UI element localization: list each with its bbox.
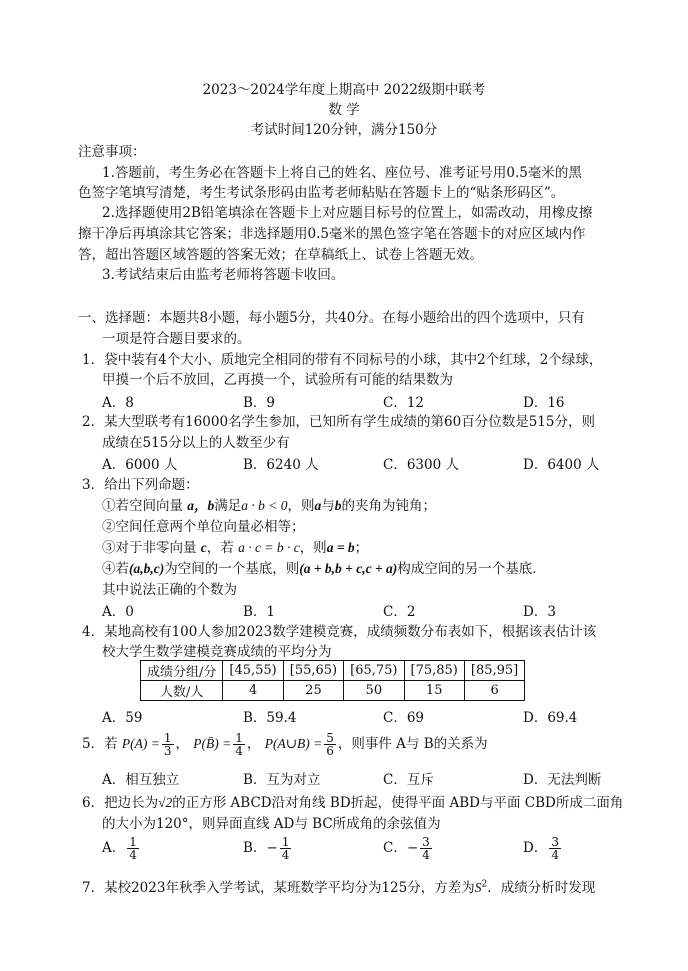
table-cell: 6 <box>464 681 524 701</box>
table-cell: 15 <box>404 681 464 701</box>
note-2b: 擦干净后再填涂其它答案；非选择题用0.5毫米的黑色签字笔在答题卡的对应区域内作 <box>78 226 586 242</box>
table-row <box>141 661 525 681</box>
fraction: $\frac{3}{4}$ <box>422 835 430 862</box>
fraction: $\frac{3}{4}$ <box>551 835 559 862</box>
fraction: $\frac{1}{4}$ <box>129 835 137 862</box>
table-row <box>141 681 525 701</box>
q4-option-c: C．69 <box>383 710 425 726</box>
q2-option-a: A．6000 人 <box>102 457 178 473</box>
q3-option-c: C．2 <box>383 604 416 620</box>
table-cell: [75,85) <box>404 661 464 681</box>
fraction: $\frac{5}{6}$ <box>326 731 334 758</box>
table-header-cell: 成绩分组/分 <box>141 661 223 681</box>
q6-option-c: C．− $\frac{3}{4}$ <box>383 835 430 862</box>
q1-option-d: D．16 <box>523 395 565 411</box>
fraction: $\frac{1}{4}$ <box>281 835 290 862</box>
q5-stem: 5．若 P(A) = $\frac{1}{3}$ ， P(B̄) = $\frac{1}{4}$ ， P(A∪B) = $\frac{5}{6}$ ，则事件 A与 B的关系为 <box>82 731 488 758</box>
notes-heading: 注意事项： <box>78 144 146 160</box>
table-cell: [85,95] <box>464 661 524 681</box>
q6-stem: 6．把边长为√2的正方形 ABCD沿对角线 BD折起，使得平面 ABD与平面 CBD所成二面角 <box>82 795 624 811</box>
q1-stem: 1．袋中装有4个大小、质地完全相同的带有不同标号的小球，其中2个红球，2个绿球， <box>82 352 603 368</box>
note-3: 3.考试结束后由监考老师将答题卡收回。 <box>102 267 345 283</box>
q6-option-d: D． $\frac{3}{4}$ <box>523 835 559 862</box>
q1-option-c: C．12 <box>383 395 425 411</box>
table-cell: 50 <box>344 681 404 701</box>
q3-stem: 3．给出下列命题： <box>82 477 199 493</box>
q5-option-c: C．互斥 <box>383 772 434 788</box>
q3-option-d: D．3 <box>523 604 556 620</box>
q1-stem-cont: 甲摸一个后不放回，乙再摸一个，试验所有可能的结果数为 <box>102 372 453 388</box>
note-2c: 答，超出答题区域答题的答案无效；在草稿纸上、试卷上答题无效。 <box>78 247 483 263</box>
exam-title: 2023～2024学年度上期高中 2022级期中联考 <box>202 82 486 98</box>
exam-info: 考试时间120分钟，满分150分 <box>250 122 438 138</box>
q6-option-b: B．− $\frac{1}{4}$ <box>243 835 290 862</box>
note-2a: 2.选择题使用2B铅笔填涂在答题卡上对应题目标号的位置上，如需改动，用橡皮擦 <box>102 205 593 221</box>
q3-proposition-2: ②空间任意两个单位向量必相等； <box>102 519 305 535</box>
exam-subject: 数 学 <box>328 102 360 118</box>
q1-option-b: B．9 <box>243 395 276 411</box>
q2-option-c: C．6300 人 <box>383 457 459 473</box>
q5-option-d: D．无法判断 <box>523 772 602 788</box>
q3-proposition-3: ③对于非零向量 c，若 a · c = b · c，则a = b； <box>102 540 369 556</box>
fraction: $\frac{1}{3}$ <box>163 731 172 758</box>
table-cell: [65,75) <box>344 661 404 681</box>
table-cell: 4 <box>223 681 283 701</box>
q4-stem-cont: 校大学生数学建模竞赛成绩的平均分为 <box>102 644 332 660</box>
note-1a: 1.答题前，考生务必在答题卡上将自己的姓名、座位号、准考证号用0.5毫米的黑 <box>102 165 582 181</box>
q3-ask: 其中说法正确的个数为 <box>102 582 237 598</box>
q5-option-a: A．相互独立 <box>102 772 180 788</box>
table-cell: [45,55) <box>223 661 283 681</box>
q6-option-a: A． $\frac{1}{4}$ <box>102 835 137 862</box>
q3-option-b: B．1 <box>243 604 276 620</box>
q3-option-a: A．0 <box>102 604 134 620</box>
note-1b: 色签字笔填写清楚，考生考试条形码由监考老师粘贴在答题卡上的“贴条形码区”。 <box>78 185 565 201</box>
fraction: $\frac{1}{4}$ <box>235 731 243 758</box>
q7-stem: 7．某校2023年秋季入学考试，某班数学平均分为125分，方差为$S^2$．成绩分析时发现 <box>82 879 596 896</box>
q2-option-b: B．6240 人 <box>243 457 319 473</box>
frequency-table <box>140 660 525 701</box>
q6-stem-cont: 的大小为120°，则异面直线 AD与 BC所成角的余弦值为 <box>102 816 441 832</box>
q4-option-b: B．59.4 <box>243 710 297 726</box>
q1-option-a: A．8 <box>102 395 134 411</box>
q4-option-d: D．69.4 <box>523 710 578 726</box>
q4-option-a: A．59 <box>102 710 143 726</box>
q2-option-d: D．6400 人 <box>523 457 600 473</box>
table-cell: [55,65) <box>283 661 343 681</box>
q3-proposition-1: ①若空间向量 a，b满足a · b < 0，则a与b的夹角为钝角； <box>102 498 437 514</box>
q2-stem-cont: 成绩在515分以上的人数至少有 <box>102 435 290 451</box>
table-header-cell: 人数/人 <box>141 681 223 701</box>
q3-proposition-4: ④若(a,b,c)为空间的一个基底，则(a + b,b + c,c + a)构成空间的另一个基底． <box>102 561 546 577</box>
section1-heading-cont: 一项是符合题目要求的。 <box>102 331 251 347</box>
table-cell: 25 <box>283 681 343 701</box>
q5-option-b: B．互为对立 <box>243 772 321 788</box>
q2-stem: 2．某大型联考有16000名学生参加，已知所有学生成绩的第60百分位数是515分，则 <box>82 414 595 430</box>
section1-heading: 一、选择题：本题共8小题，每小题5分，共40分。在每小题给出的四个选项中，只有 <box>78 310 585 326</box>
q4-stem: 4．某地高校有100人参加2023数学建模竞赛，成绩频数分布表如下，根据该表估计该 <box>82 624 597 640</box>
